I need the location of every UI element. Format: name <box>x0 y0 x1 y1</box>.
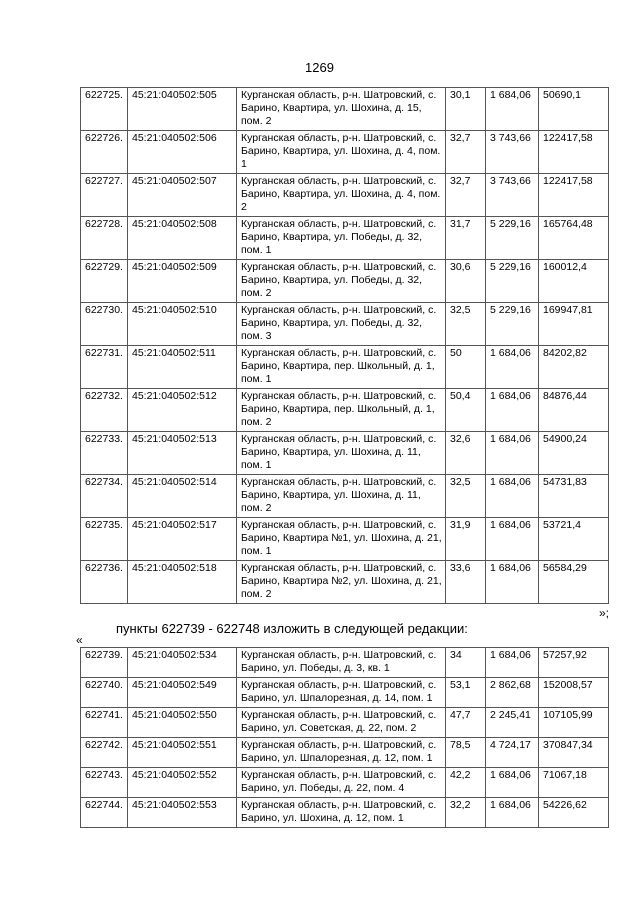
area-cell: 53,1 <box>446 678 486 708</box>
item-number-cell: 622743. <box>81 768 128 798</box>
address-cell: Курганская область, р-н. Шатровский, с. Барино, Квартира, пер. Школьный, д. 1, пом. 1 <box>237 346 446 389</box>
area-cell: 50,4 <box>446 389 486 432</box>
cadastral-number-cell: 45:21:040502:508 <box>128 217 237 260</box>
amendment-instruction: пункты 622739 - 622748 изложить в следующей редакции: <box>116 621 468 636</box>
cadastral-value-cell: 84876,44 <box>539 389 609 432</box>
area-cell: 32,2 <box>446 798 486 828</box>
cadastral-value-cell: 54731,83 <box>539 475 609 518</box>
opening-quote: « <box>76 633 83 647</box>
cadastral-number-cell: 45:21:040502:514 <box>128 475 237 518</box>
address-cell: Курганская область, р-н. Шатровский, с. Барино, Квартира, ул. Победы, д. 32, пом. 3 <box>237 303 446 346</box>
table-row <box>81 648 609 678</box>
table-row <box>81 432 609 475</box>
cadastral-number-cell: 45:21:040502:518 <box>128 561 237 604</box>
cadastral-value-cell: 122417,58 <box>539 174 609 217</box>
item-number-cell: 622741. <box>81 708 128 738</box>
address-cell: Курганская область, р-н. Шатровский, с. Барино, Квартира, ул. Шохина, д. 11, пом. 1 <box>237 432 446 475</box>
rate-cell: 1 684,06 <box>486 389 539 432</box>
area-cell: 78,5 <box>446 738 486 768</box>
item-number-cell: 622742. <box>81 738 128 768</box>
item-number-cell: 622740. <box>81 678 128 708</box>
address-cell: Курганская область, р-н. Шатровский, с. Барино, Квартира, пер. Школьный, д. 1, пом. 2 <box>237 389 446 432</box>
table-row <box>81 678 609 708</box>
cadastral-value-cell: 71067,18 <box>539 768 609 798</box>
cadastral-number-cell: 45:21:040502:512 <box>128 389 237 432</box>
cadastral-number-cell: 45:21:040502:513 <box>128 432 237 475</box>
address-cell: Курганская область, р-н. Шатровский, с. Барино, Квартира №1, ул. Шохина, д. 21, пом. 1 <box>237 518 446 561</box>
area-cell: 50 <box>446 346 486 389</box>
rate-cell: 4 724,17 <box>486 738 539 768</box>
cadastral-number-cell: 45:21:040502:551 <box>128 738 237 768</box>
table-row <box>81 217 609 260</box>
address-cell: Курганская область, р-н. Шатровский, с. Барино, ул. Шпалорезная, д. 12, пом. 1 <box>237 738 446 768</box>
item-number-cell: 622727. <box>81 174 128 217</box>
cadastral-value-cell: 84202,82 <box>539 346 609 389</box>
item-number-cell: 622730. <box>81 303 128 346</box>
area-cell: 30,6 <box>446 260 486 303</box>
rate-cell: 1 684,06 <box>486 561 539 604</box>
item-number-cell: 622732. <box>81 389 128 432</box>
address-cell: Курганская область, р-н. Шатровский, с. Барино, Квартира, ул. Шохина, д. 11, пом. 2 <box>237 475 446 518</box>
property-table-2 <box>80 647 609 828</box>
address-cell: Курганская область, р-н. Шатровский, с. Барино, ул. Советская, д. 22, пом. 2 <box>237 708 446 738</box>
address-cell: Курганская область, р-н. Шатровский, с. Барино, ул. Победы, д. 22, пом. 4 <box>237 768 446 798</box>
item-number-cell: 622735. <box>81 518 128 561</box>
area-cell: 33,6 <box>446 561 486 604</box>
cadastral-value-cell: 169947,81 <box>539 303 609 346</box>
rate-cell: 3 743,66 <box>486 174 539 217</box>
table-row <box>81 561 609 604</box>
cadastral-number-cell: 45:21:040502:552 <box>128 768 237 798</box>
area-cell: 42,2 <box>446 768 486 798</box>
table-row <box>81 738 609 768</box>
cadastral-value-cell: 165764,48 <box>539 217 609 260</box>
cadastral-value-cell: 57257,92 <box>539 648 609 678</box>
cadastral-value-cell: 50690,1 <box>539 88 609 131</box>
rate-cell: 1 684,06 <box>486 88 539 131</box>
table-row <box>81 303 609 346</box>
cadastral-number-cell: 45:21:040502:506 <box>128 131 237 174</box>
closing-quote: »; <box>598 606 609 620</box>
area-cell: 32,6 <box>446 432 486 475</box>
rate-cell: 1 684,06 <box>486 475 539 518</box>
rate-cell: 1 684,06 <box>486 432 539 475</box>
item-number-cell: 622728. <box>81 217 128 260</box>
rate-cell: 1 684,06 <box>486 346 539 389</box>
rate-cell: 1 684,06 <box>486 798 539 828</box>
address-cell: Курганская область, р-н. Шатровский, с. Барино, Квартира №2, ул. Шохина, д. 21, пом. 2 <box>237 561 446 604</box>
area-cell: 31,9 <box>446 518 486 561</box>
cadastral-number-cell: 45:21:040502:517 <box>128 518 237 561</box>
table-row <box>81 346 609 389</box>
address-cell: Курганская область, р-н. Шатровский, с. Барино, Квартира, ул. Победы, д. 32, пом. 1 <box>237 217 446 260</box>
cadastral-value-cell: 107105,99 <box>539 708 609 738</box>
item-number-cell: 622726. <box>81 131 128 174</box>
address-cell: Курганская область, р-н. Шатровский, с. Барино, Квартира, ул. Победы, д. 32, пом. 2 <box>237 260 446 303</box>
item-number-cell: 622725. <box>81 88 128 131</box>
table-row <box>81 260 609 303</box>
item-number-cell: 622734. <box>81 475 128 518</box>
rate-cell: 5 229,16 <box>486 217 539 260</box>
cadastral-number-cell: 45:21:040502:550 <box>128 708 237 738</box>
table-row <box>81 389 609 432</box>
cadastral-number-cell: 45:21:040502:549 <box>128 678 237 708</box>
item-number-cell: 622736. <box>81 561 128 604</box>
rate-cell: 2 862,68 <box>486 678 539 708</box>
rate-cell: 5 229,16 <box>486 260 539 303</box>
rate-cell: 3 743,66 <box>486 131 539 174</box>
cadastral-number-cell: 45:21:040502:534 <box>128 648 237 678</box>
area-cell: 32,7 <box>446 174 486 217</box>
area-cell: 47,7 <box>446 708 486 738</box>
address-cell: Курганская область, р-н. Шатровский, с. Барино, Квартира, ул. Шохина, д. 15, пом. 2 <box>237 88 446 131</box>
address-cell: Курганская область, р-н. Шатровский, с. Барино, Квартира, ул. Шохина, д. 4, пом. 2 <box>237 174 446 217</box>
item-number-cell: 622733. <box>81 432 128 475</box>
address-cell: Курганская область, р-н. Шатровский, с. Барино, ул. Победы, д. 3, кв. 1 <box>237 648 446 678</box>
table-row <box>81 798 609 828</box>
item-number-cell: 622729. <box>81 260 128 303</box>
table-row <box>81 131 609 174</box>
area-cell: 32,5 <box>446 303 486 346</box>
cadastral-number-cell: 45:21:040502:553 <box>128 798 237 828</box>
rate-cell: 2 245,41 <box>486 708 539 738</box>
cadastral-number-cell: 45:21:040502:507 <box>128 174 237 217</box>
cadastral-number-cell: 45:21:040502:510 <box>128 303 237 346</box>
cadastral-number-cell: 45:21:040502:511 <box>128 346 237 389</box>
cadastral-number-cell: 45:21:040502:509 <box>128 260 237 303</box>
rate-cell: 1 684,06 <box>486 518 539 561</box>
cadastral-value-cell: 152008,57 <box>539 678 609 708</box>
table-row <box>81 475 609 518</box>
address-cell: Курганская область, р-н. Шатровский, с. Барино, ул. Шохина, д. 12, пом. 1 <box>237 798 446 828</box>
item-number-cell: 622744. <box>81 798 128 828</box>
table-row <box>81 708 609 738</box>
area-cell: 32,7 <box>446 131 486 174</box>
item-number-cell: 622731. <box>81 346 128 389</box>
cadastral-value-cell: 160012,4 <box>539 260 609 303</box>
cadastral-value-cell: 54900,24 <box>539 432 609 475</box>
table-row <box>81 518 609 561</box>
property-table-1 <box>80 87 609 604</box>
cadastral-number-cell: 45:21:040502:505 <box>128 88 237 131</box>
table-row <box>81 174 609 217</box>
address-cell: Курганская область, р-н. Шатровский, с. Барино, ул. Шпалорезная, д. 14, пом. 1 <box>237 678 446 708</box>
rate-cell: 1 684,06 <box>486 648 539 678</box>
area-cell: 31,7 <box>446 217 486 260</box>
area-cell: 34 <box>446 648 486 678</box>
cadastral-value-cell: 53721,4 <box>539 518 609 561</box>
table-row <box>81 768 609 798</box>
item-number-cell: 622739. <box>81 648 128 678</box>
cadastral-value-cell: 56584,29 <box>539 561 609 604</box>
rate-cell: 1 684,06 <box>486 768 539 798</box>
cadastral-value-cell: 122417,58 <box>539 131 609 174</box>
page-number: 1269 <box>305 60 334 75</box>
rate-cell: 5 229,16 <box>486 303 539 346</box>
area-cell: 32,5 <box>446 475 486 518</box>
cadastral-value-cell: 370847,34 <box>539 738 609 768</box>
area-cell: 30,1 <box>446 88 486 131</box>
cadastral-value-cell: 54226,62 <box>539 798 609 828</box>
table-row <box>81 88 609 131</box>
address-cell: Курганская область, р-н. Шатровский, с. Барино, Квартира, ул. Шохина, д. 4, пом. 1 <box>237 131 446 174</box>
